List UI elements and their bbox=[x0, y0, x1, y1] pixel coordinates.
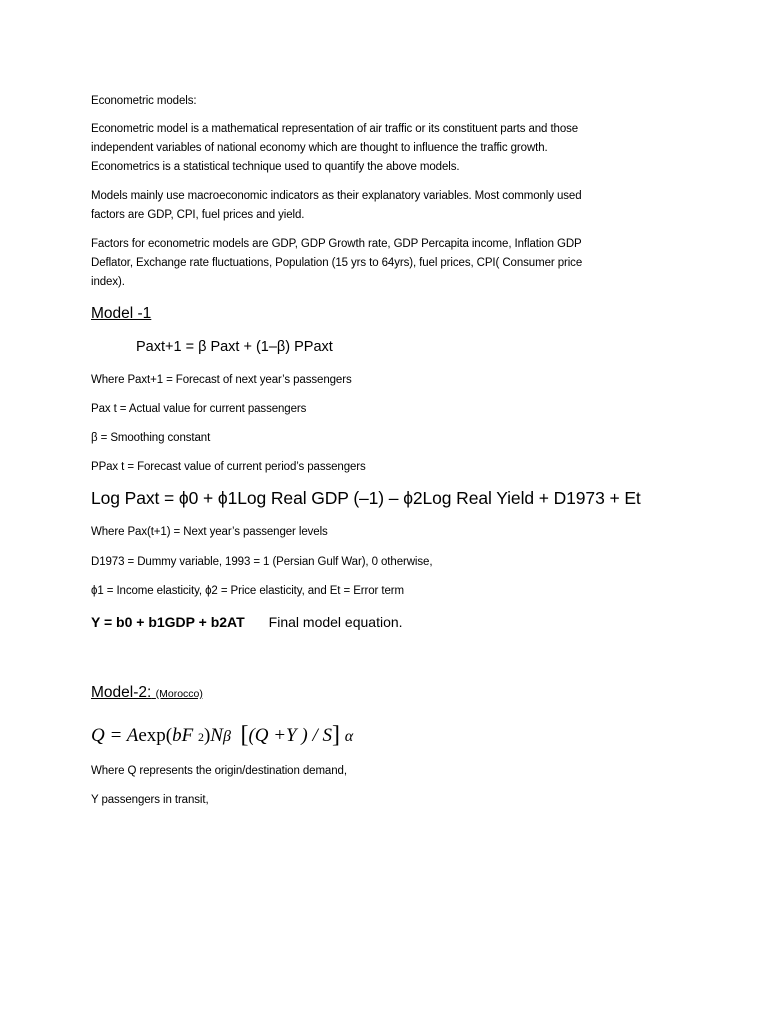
model-2-equation bbox=[91, 722, 353, 749]
final-equation-line bbox=[91, 614, 403, 630]
paragraph-line: Factors for econometric models are GDP, GDP Growth rate, GDP Percapita income, Inflation GDP bbox=[91, 238, 582, 250]
eq-subscript: 2 bbox=[197, 730, 204, 744]
paragraph-line: Models mainly use macroeconomic indicators as their explanatory variables. Most commonly used bbox=[91, 190, 582, 202]
paragraph-line: Econometric model is a mathematical representation of air traffic or its constituent parts and those bbox=[91, 123, 579, 135]
model-2-title-text: Model-2: bbox=[91, 684, 152, 701]
model-1-definition: β = Smoothing constant bbox=[91, 432, 211, 444]
final-equation-note: Final model equation. bbox=[268, 614, 403, 630]
eq-n: N bbox=[210, 725, 223, 746]
paragraph-line: Econometrics is a statistical technique used to quantify the above models. bbox=[91, 161, 460, 173]
paragraph-line: Deflator, Exchange rate fluctuations, Population (15 yrs to 64yrs), fuel prices, CPI( Consumer price bbox=[91, 257, 583, 269]
final-equation: Y = b0 + b1GDP + b2AT bbox=[91, 614, 245, 630]
model-1-definition: Where Paxt+1 = Forecast of next year’s passengers bbox=[91, 374, 352, 386]
model-2-title bbox=[91, 684, 203, 702]
log-definition: ϕ1 = Income elasticity, ϕ2 = Price elasticity, and Et = Error term bbox=[91, 585, 404, 597]
paragraph-definition bbox=[91, 120, 651, 177]
model-1-equation: Paxt+1 = β Paxt + (1–β) PPaxt bbox=[136, 339, 333, 355]
paragraph-indicators bbox=[91, 187, 651, 225]
paragraph-line: index). bbox=[91, 276, 125, 288]
model-1-definition: Pax t = Actual value for current passengers bbox=[91, 403, 307, 415]
model-1-title: Model -1 bbox=[91, 305, 152, 322]
model-1-definition: PPax t = Forecast value of current period’s passengers bbox=[91, 461, 366, 473]
eq-right-bracket: ] bbox=[331, 722, 340, 748]
section-heading: Econometric models: bbox=[91, 95, 197, 107]
eq-beta: β bbox=[222, 728, 231, 745]
eq-left-bracket: [ bbox=[240, 722, 249, 748]
model-2-definition: Y passengers in transit, bbox=[91, 794, 209, 806]
model-2-subtitle: (Morocco) bbox=[155, 688, 203, 700]
eq-a: A bbox=[126, 725, 139, 746]
paragraph-line: factors are GDP, CPI, fuel prices and yield. bbox=[91, 209, 305, 221]
paragraph-line: independent variables of national economy which are thought to influence the traffic growth. bbox=[91, 142, 548, 154]
eq-close: ) bbox=[203, 725, 211, 746]
eq-lhs: Q = bbox=[91, 725, 123, 746]
model-2-definition: Where Q represents the origin/destination demand, bbox=[91, 765, 347, 777]
paragraph-factors bbox=[91, 235, 651, 292]
log-equation: Log Paxt = ϕ0 + ϕ1Log Real GDP (–1) – ϕ2Log Real Yield + D1973 + Et bbox=[91, 488, 641, 508]
log-definition: D1973 = Dummy variable, 1993 = 1 (Persian Gulf War), 0 otherwise, bbox=[91, 556, 433, 568]
eq-inner: (Q +Y ) / S bbox=[248, 725, 332, 746]
log-definition: Where Pax(t+1) = Next year’s passenger levels bbox=[91, 526, 328, 538]
eq-alpha: α bbox=[344, 728, 354, 745]
eq-exp: exp( bbox=[138, 725, 173, 746]
eq-bf: bF bbox=[172, 725, 194, 746]
